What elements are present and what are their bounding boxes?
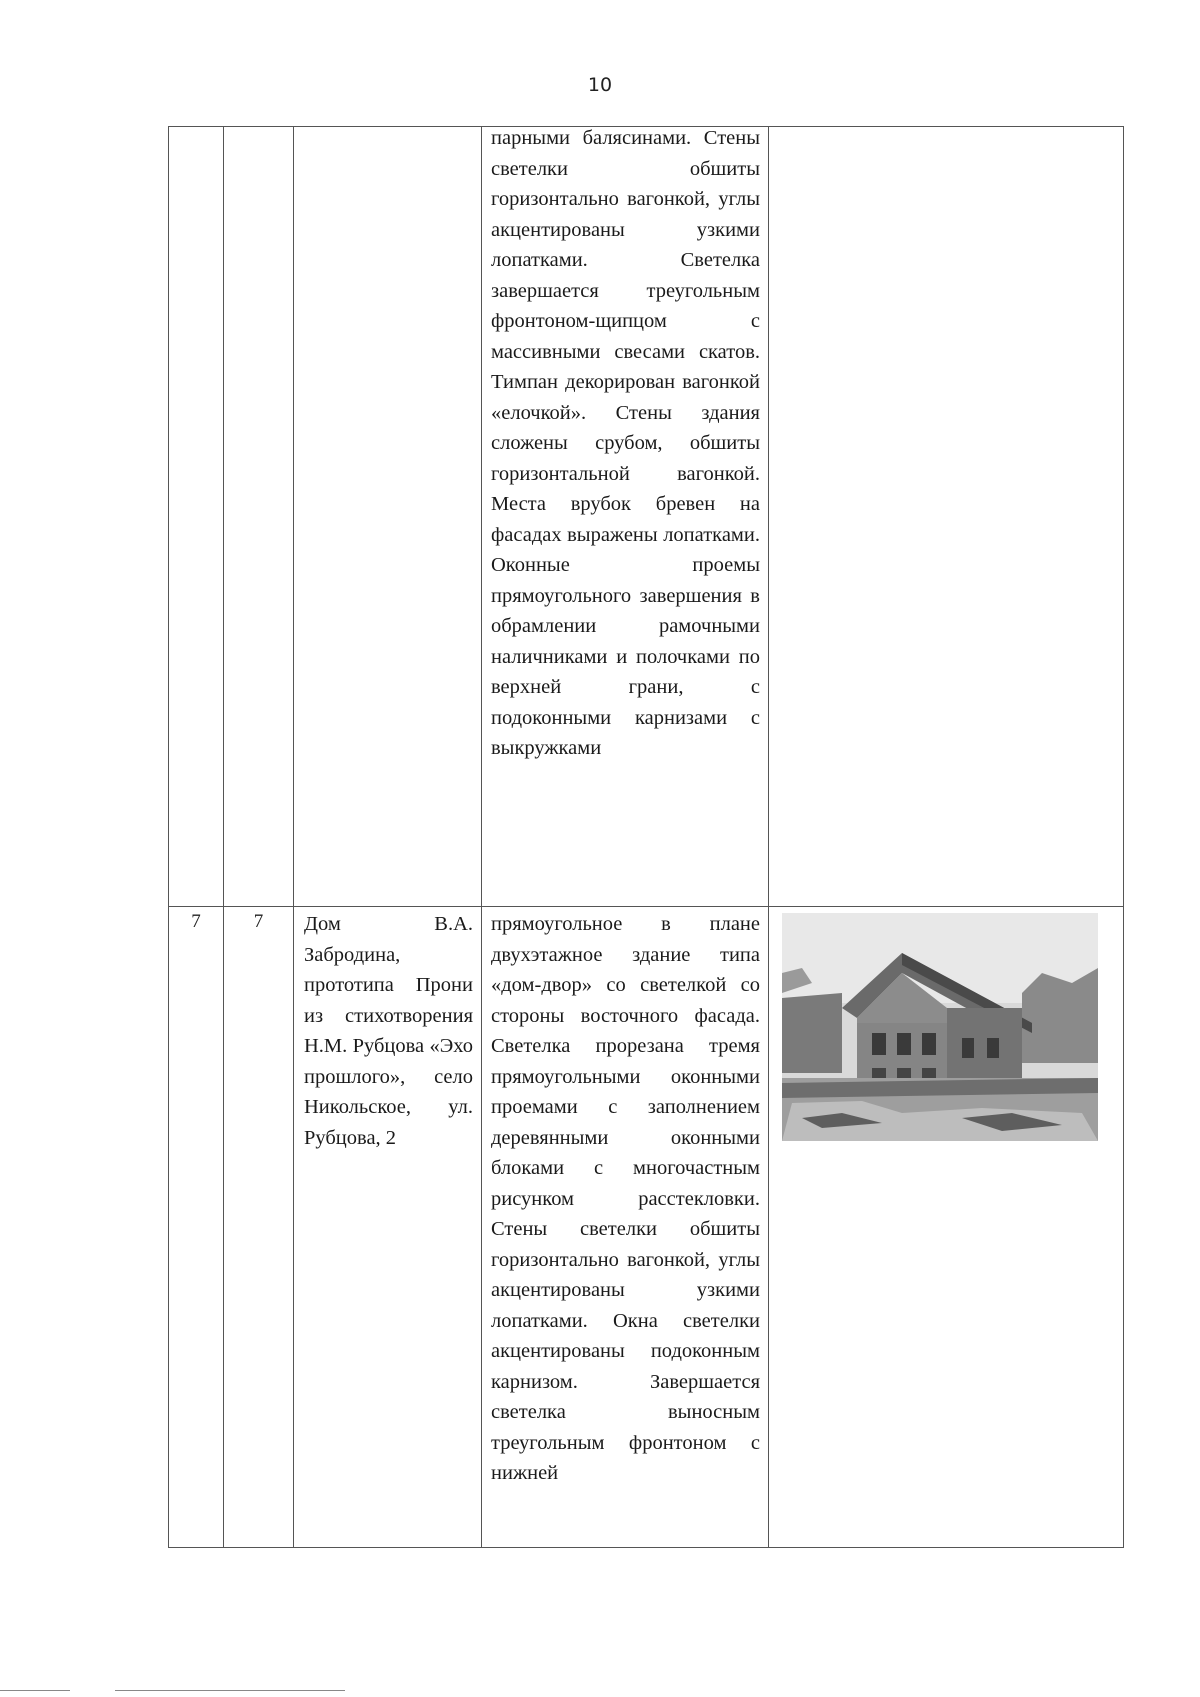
house-photo (782, 913, 1098, 1141)
monuments-table (168, 126, 1124, 1548)
row-index: 7 (191, 911, 201, 932)
table-row (169, 907, 1124, 1548)
page-number: 10 (587, 74, 613, 96)
object-number-cell (224, 127, 294, 907)
object-name-cell (294, 127, 482, 907)
description-cell (482, 907, 769, 1548)
description-text: прямоугольное в плане двухэтажное здание типа «дом-двор» со светелкой со стороны восточного фасада. Светелка прорезана тремя прямоугольными оконными проемами с заполнением деревянными оконными блоками с многочастным рисунком расстекловки. Стены светелки обшиты горизонтально вагонкой, углы акцентированы узкими лопатками. Окна светелки акцентированы подоконным карнизом. Завершается светелка выносным треугольным фронтоном с нижней (491, 913, 760, 1484)
description-cell (482, 127, 769, 907)
photo-cell (769, 127, 1124, 907)
footer-rule (115, 1690, 345, 1691)
object-number-cell (224, 907, 294, 1548)
footer-rule (0, 1690, 70, 1691)
photo-cell (769, 907, 1124, 1548)
description-text: парными балясинами. Стены светелки обшиты горизонтально вагонкой, углы акцентированы узкими лопатками. Светелка завершается треугольным фронтоном-щипцом с массивными свесами скатов. Тимпан декорирован вагонкой «елочкой». Стены здания сложены срубом, обшиты горизонтальной вагонкой. Места врубок бревен на фасадах выражены лопатками. Оконные проемы прямоугольного завершения в обрамлении рамочными наличниками и полочками по верхней грани, с подоконными карнизами с выкружками (491, 127, 760, 759)
table-row (169, 127, 1124, 907)
object-name-cell (294, 907, 482, 1548)
row-index-cell (169, 907, 224, 1548)
row-index-cell (169, 127, 224, 907)
object-name: Дом В.А. Забродина, прототипа Прони из стихотворения Н.М. Рубцова «Эхо прошлого», село Никольское, ул. Рубцова, 2 (304, 913, 473, 1149)
object-number: 7 (253, 911, 264, 932)
